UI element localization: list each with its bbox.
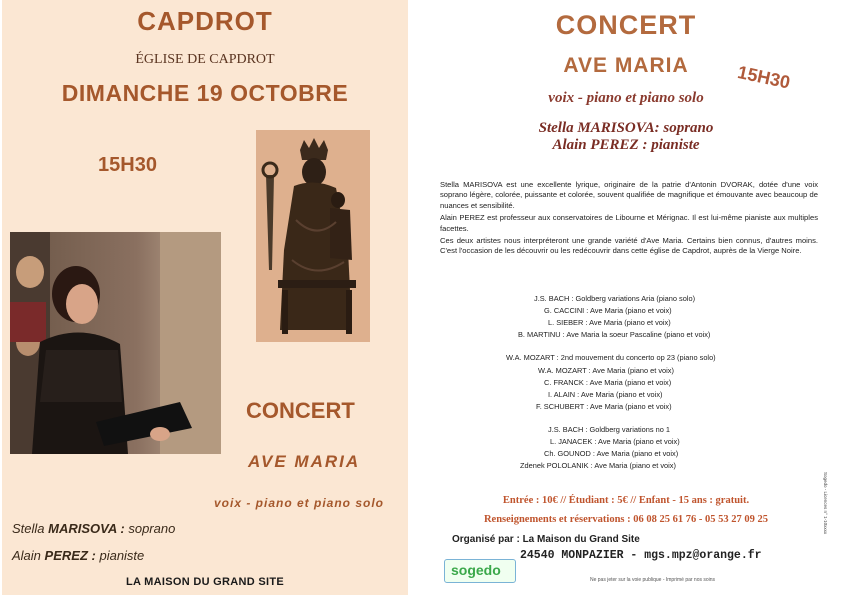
bio-paragraph: Stella MARISOVA est une excellente lyrique, originaire de la patrie d'Antonin DVORAK, dotée d'une voix soprano légère, colorée, puissante et colorée, souvent qualifiée de magnifique et émouvante avec beaucoup de nuances et sensibilité. [440, 180, 818, 210]
program-item: L. SIEBER : Ave Maria (piano et voix) [548, 318, 671, 327]
bio-paragraph: Ces deux artistes nous interpréteront une grande variété d'Ave Maria. Certains bien connus, d'autres moins. C'est l'occasion de les découvrir ou les redécouvrir dans cette église de Capdrot, auprès de la Vierge Noire. [440, 236, 818, 256]
organizer-footer: LA MAISON DU GRAND SITE [125, 576, 285, 588]
program-item: W.A. MOZART : 2nd mouvement du concerto op 23 (piano solo) [506, 353, 716, 362]
vertical-fine-print: Sogedo - Licences n° 1-10xxxx [823, 472, 828, 535]
program-item: B. MARTINU : Ave Maria la soeur Pascaline (piano et voix) [518, 330, 711, 339]
ave-maria-heading: AVE MARIA [248, 452, 361, 471]
sogedo-logo-text: sogedo [451, 562, 501, 578]
singer-photo [10, 232, 221, 454]
ticket-prices: Entrée : 10€ // Étudiant : 5€ // Enfant - 15 ans : gratuit. [502, 495, 750, 506]
church-name: ÉGLISE DE CAPDROT [135, 52, 275, 67]
program-item: F. SCHUBERT : Ave Maria (piano et voix) [536, 402, 672, 411]
organizer: Organisé par : La Maison du Grand Site [452, 534, 640, 545]
town-title: CAPDROT [137, 6, 273, 36]
organizer-address: 24540 MONPAZIER - mgs.mpz@orange.fr [520, 549, 762, 562]
program-item: Zdenek POLOLANIK : Ave Maria (piano et voix) [520, 461, 676, 470]
reservation-phones: Renseignements et réservations : 06 08 25 61 76 - 05 53 27 09 25 [483, 514, 769, 525]
concert-time-stamp: 15H30 [735, 62, 792, 93]
right-program-panel [410, 0, 842, 595]
sogedo-logo [444, 559, 516, 583]
concert-heading: CONCERT [246, 398, 355, 423]
program-item: Ch. GOUNOD : Ave Maria (piano et voix) [544, 449, 679, 458]
performer-pianist: Alain PEREZ : pianiste [552, 137, 700, 153]
fine-print: Ne pas jeter sur la voie publique - Imprimé par nos soins [590, 577, 716, 583]
program-list [410, 0, 842, 480]
ave-maria-title: AVE MARIA [563, 54, 689, 77]
performer-soprano: Stella MARISOVA : soprano [12, 521, 176, 536]
program-type: voix - piano et piano solo [214, 496, 385, 510]
performer-soprano: Stella MARISOVA: soprano [538, 120, 714, 136]
program-item: J.S. BACH : Goldberg variations no 1 [548, 425, 671, 434]
performer-pianist: Alain PEREZ : pianiste [12, 548, 145, 563]
program-type: voix - piano et piano solo [548, 90, 704, 106]
concert-title: CONCERT [555, 10, 697, 40]
bio-paragraph: Alain PEREZ est professeur aux conservatoires de Libourne et Mérignac. Il est lui-même pianiste aux multiples facettes. [440, 213, 818, 233]
program-item: L. JANACEK : Ave Maria (piano et voix) [550, 437, 680, 446]
program-item: J.S. BACH : Goldberg variations Aria (piano solo) [534, 294, 696, 303]
black-virgin-statue-image [256, 130, 370, 342]
program-item: C. FRANCK : Ave Maria (piano et voix) [544, 378, 672, 387]
program-item: W.A. MOZART : Ave Maria (piano et voix) [538, 366, 674, 375]
left-poster-panel [2, 0, 408, 595]
program-item: G. CACCINI : Ave Maria (piano et voix) [544, 306, 672, 315]
concert-time: 15H30 [98, 154, 157, 176]
concert-date: DIMANCHE 19 OCTOBRE [61, 80, 349, 106]
program-item: I. ALAIN : Ave Maria (piano et voix) [548, 390, 663, 399]
